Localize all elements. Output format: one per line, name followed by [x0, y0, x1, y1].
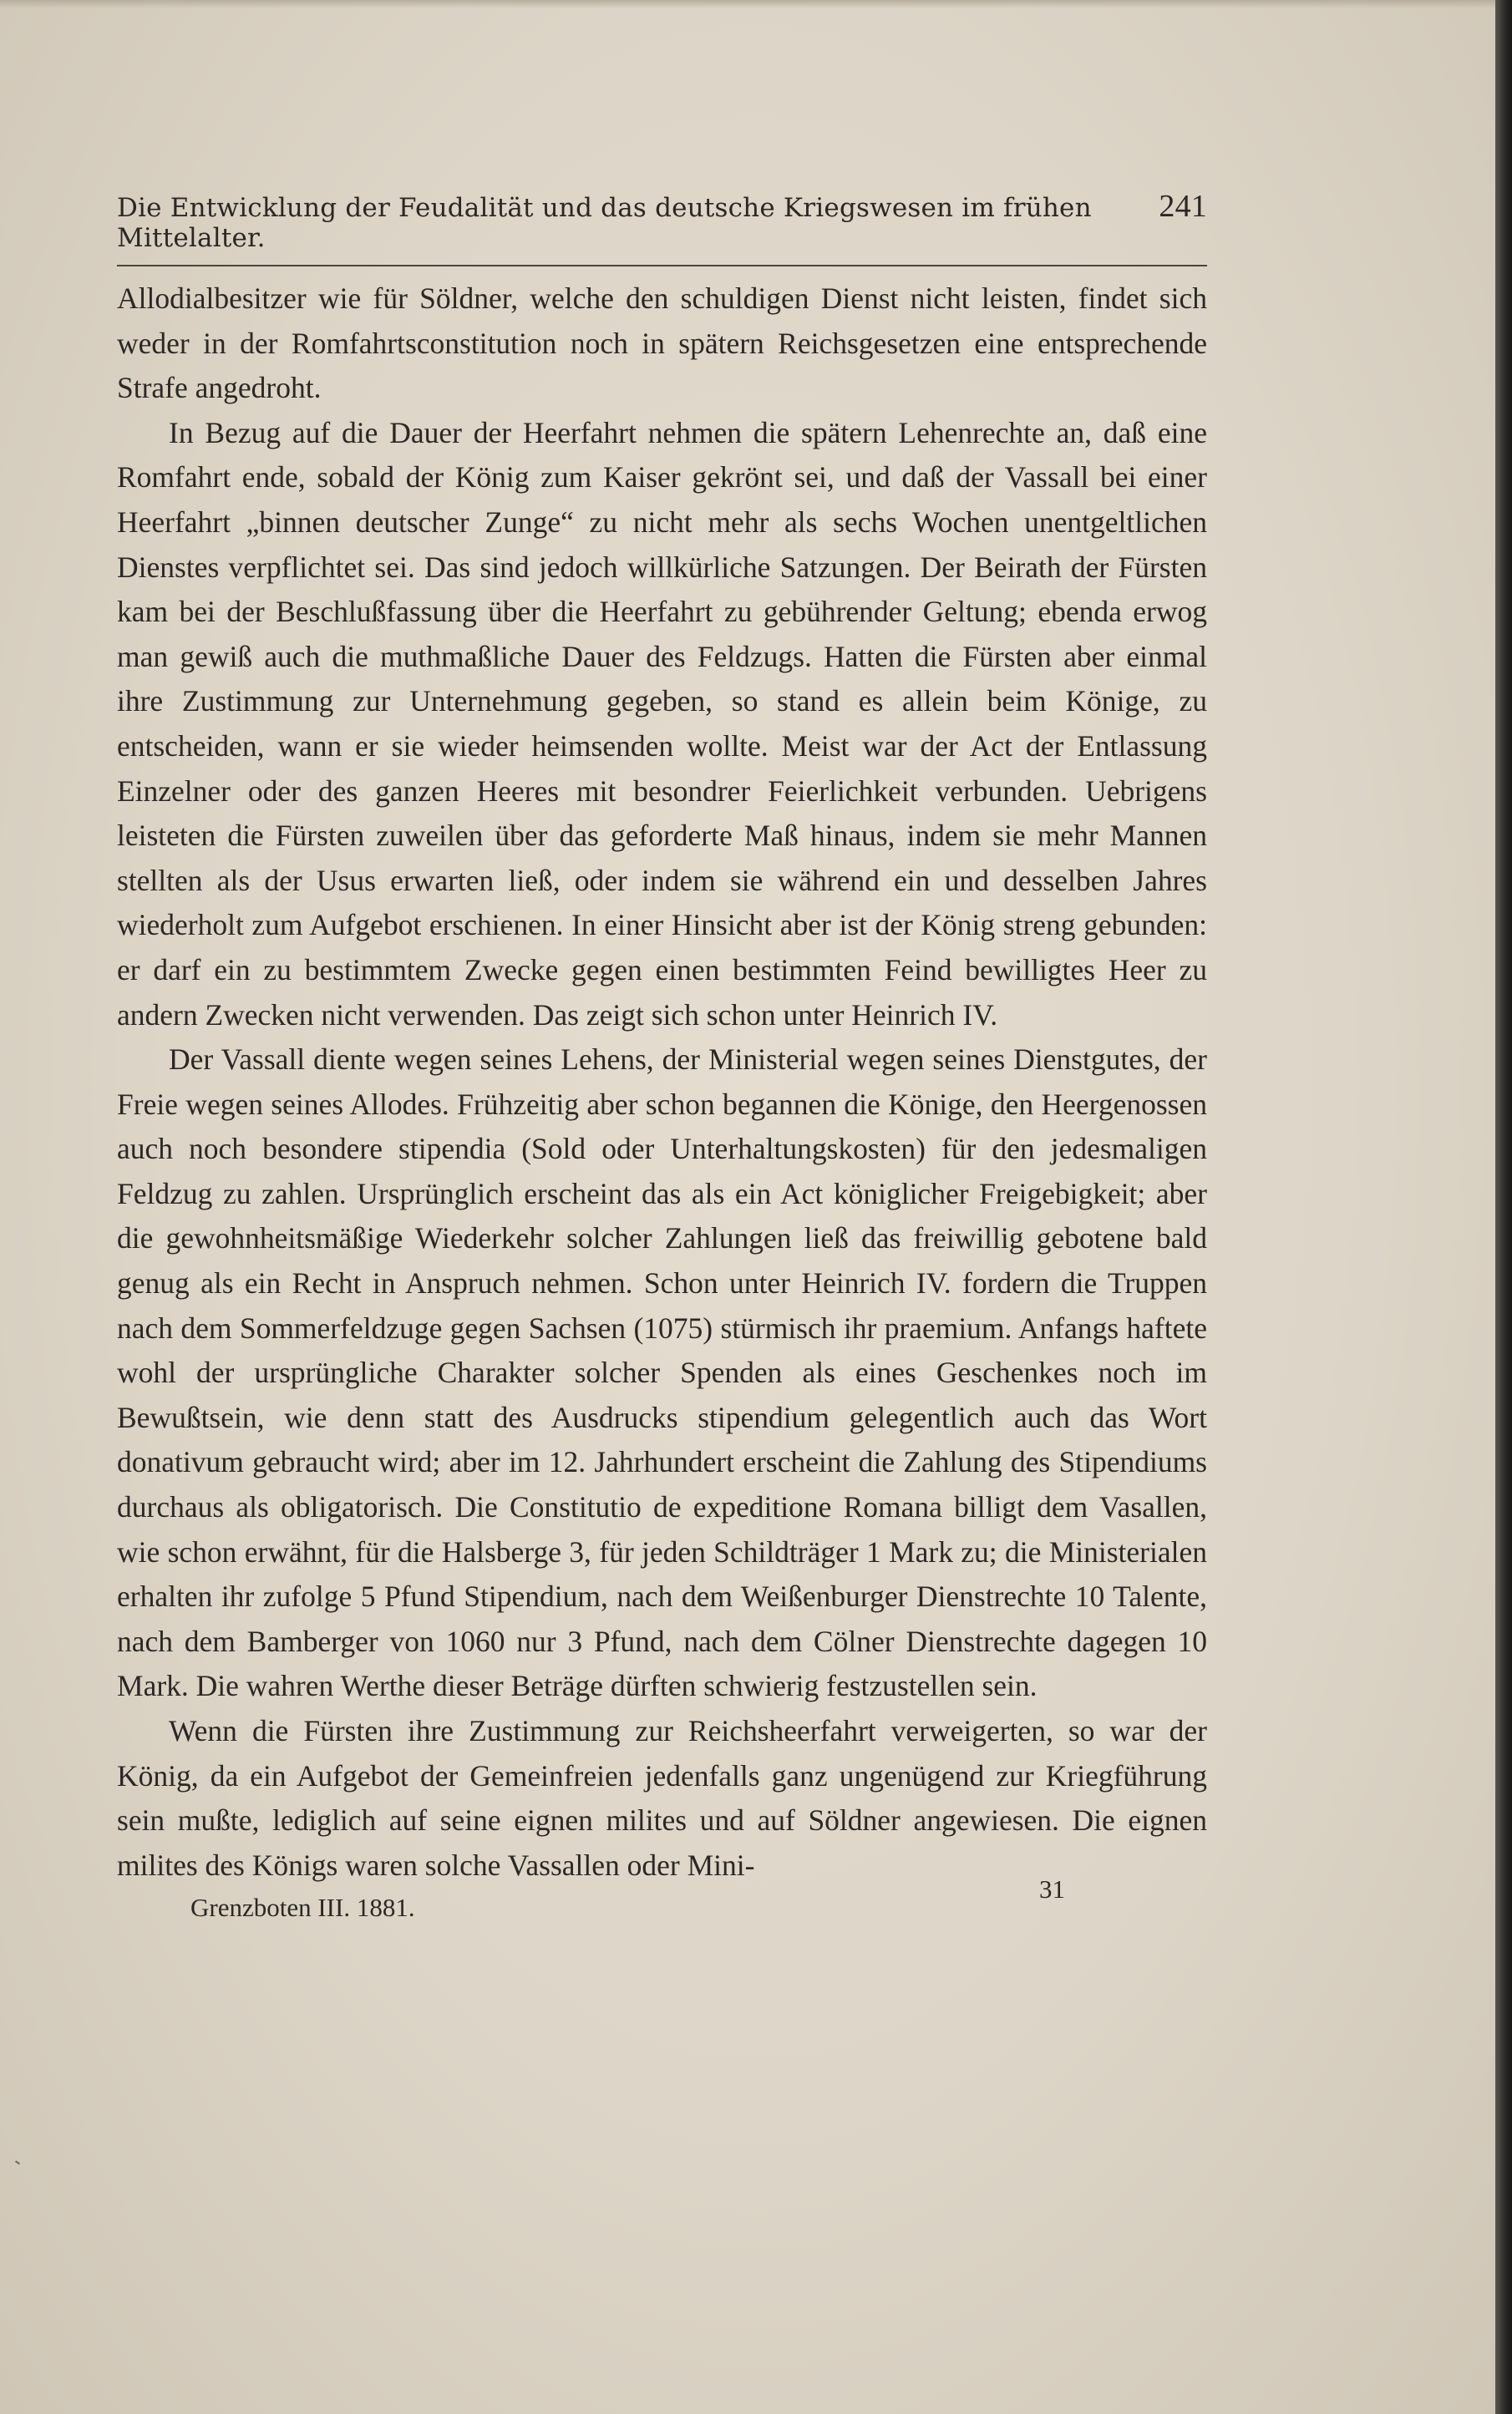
running-head: [117, 188, 1207, 266]
paragraph-stipendia: Der Vassall diente wegen seines Lehens, der Ministerial wegen seines Dienstgutes, der Freie wegen seines Allodes. Frühzeitig aber schon begannen die Könige, den Heergenossen auch noch besondere stipendia (Sold oder Unterhaltungskosten) für den jedesmaligen Feldzug zu zahlen. Ursprünglich erscheint das als ein Act königlicher Freigebigkeit; aber die gewohnheitsmäßige Wiederkehr solcher Zahlungen ließ das freiwillig gebotene bald genug als ein Recht in Anspruch nehmen. Schon unter Heinrich IV. fordern die Truppen nach dem Sommerfeldzuge gegen Sachsen (1075) stürmisch ihr praemium. Anfangs haftete wohl der ursprüngliche Charakter solcher Spenden als eines Geschenkes noch im Bewußtsein, wie denn statt des Ausdrucks stipendium gelegentlich auch das Wort donativum gebraucht wird; aber im 12. Jahrhundert erscheint die Zahlung des Stipendiums durchaus als obligatorisch. Die Constitutio de expeditione Romana billigt dem Vasallen, wie schon erwähnt, für die Halsberge 3, für jeden Schildträger 1 Mark zu; die Ministerialen erhalten ihr zufolge 5 Pfund Stipendium, nach dem Weißenburger Dienstrechte 10 Talente, nach dem Bamberger von 1060 nur 3 Pfund, nach dem Cölner Dienstrechte dagegen 10 Mark. Die wahren Werthe dieser Beträge dürften schwierig festzustellen sein.: [117, 1042, 1207, 1703]
book-page: [117, 188, 1207, 1923]
paragraph-zustimmung: Wenn die Fürsten ihre Zustimmung zur Reichsheerfahrt verweigerten, so war der König, da ein Aufgebot der Gemeinfreien jedenfalls ganz ungenügend zur Kriegführung sein mußte, lediglich auf seine eignen milites und auf Söldner angewiesen. Die eignen milites des Königs waren solche Vassallen oder Mini-: [117, 1714, 1207, 1882]
scan-top-edge: [0, 0, 1512, 8]
signature-mark: Grenzboten III. 1881.: [190, 1893, 415, 1923]
body-text: [117, 276, 1207, 1888]
sheet-number: 31: [1039, 1874, 1065, 1904]
paragraph-heerfahrt-dauer: In Bezug auf die Dauer der Heerfahrt nehmen die spätern Lehenrechte an, daß eine Romfahrt ende, sobald der König zum Kaiser gekrönt sei, und daß der Vassall bei einer Heerfahrt „binnen deutscher Zunge“ zu nicht mehr als sechs Wochen unentgeltlichen Dienstes verpflichtet sei. Das sind jedoch willkürliche Satzungen. Der Beirath der Fürsten kam bei der Beschlußfassung über die Heerfahrt zu gebührender Geltung; ebenda erwog man gewiß auch die muthmaßliche Dauer des Feldzugs. Hatten die Fürsten aber einmal ihre Zustimmung zur Unternehmung gegeben, so stand es allein beim Könige, zu entscheiden, wann er sie wieder heimsenden wollte. Meist war der Act der Entlassung Einzelner oder des ganzen Heeres mit besondrer Feierlichkeit verbunden. Uebrigens leisteten die Fürsten zuweilen über das geforderte Maß hinaus, indem sie mehr Mannen stellten als der Usus erwarten ließ, oder indem sie während ein und desselben Jahres wiederholt zum Aufgebot erschienen. In einer Hinsicht aber ist der König streng gebunden: er darf ein zu bestimmtem Zwecke gegen einen bestimmten Feind bewilligtes Heer zu andern Zwecken nicht verwenden. Das zeigt sich schon unter Heinrich IV.: [117, 415, 1207, 1032]
paragraph-continuation: Allodialbesitzer wie für Söldner, welche den schuldigen Dienst nicht leisten, findet sich weder in der Romfahrtsconstitution noch in spätern Reichsgesetzen eine entsprechende Strafe angedroht.: [117, 281, 1207, 405]
page-footer: [117, 1874, 1207, 1923]
page-number: 241: [1159, 189, 1207, 224]
running-head-title: Die Entwicklung der Feudalität und das deutsche Kriegswesen im frühen Mittelalter.: [117, 193, 1092, 253]
scan-right-edge: [1495, 0, 1512, 2414]
